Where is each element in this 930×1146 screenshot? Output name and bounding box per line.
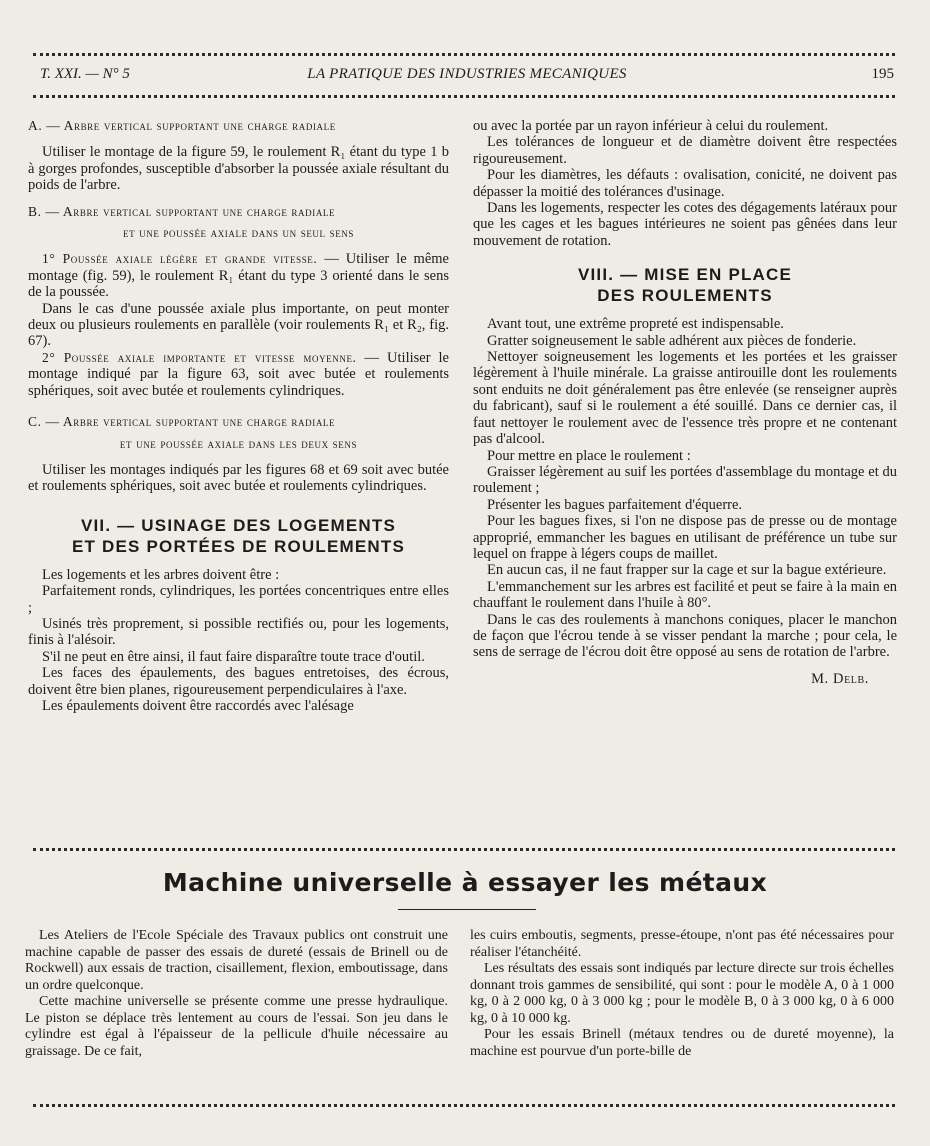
section-b-para-3-text: — Utiliser le montage indiqué par la figure 63, soit avec butée et roulements sphériques, soit avec butée et roulements cylindriques. xyxy=(28,349,449,399)
article-left-column xyxy=(25,928,448,1060)
article-title: Machine universelle à essayer les métaux xyxy=(162,868,768,897)
section-8-para-6: Présenter les bagues parfaitement d'équerre. xyxy=(487,496,743,513)
section-7-title-line-2: ET DES PORTÉES DE ROULEMENTS xyxy=(71,536,406,556)
tolerance-para: Les tolérances de longueur et de diamètre doivent être respectées rigoureusement. xyxy=(473,134,897,167)
section-b-para-1-text: — Utiliser le même montage (fig. 59), le roulement R₁ étant du type 3 orienté dans le sens de la poussée. xyxy=(28,251,449,301)
section-8-para-7: Pour les bagues fixes, si l'on ne dispose pas de presse ou de montage approprié, emmancher les bagues en utilisant de préférence un tube sur lequel on frappe à légers coups de maillet. xyxy=(473,513,897,562)
article-left-para-1: Les Ateliers de l'Ecole Spéciale des Travaux publics ont construit une machine capable de passer des essais de dureté (essais de Brinell ou de Rockwell) aux essais de traction, cisaillement, flexion, emboutissage, dans un ordre quelconque. xyxy=(25,928,448,993)
article-right-para-1: les cuirs emboutis, segments, presse-étoupe, n'ont pas été nécessaires pour réaliser l'étanchéité. xyxy=(470,928,894,960)
continuation-text: ou avec la portée par un rayon inférieur à celui du roulement. xyxy=(473,118,829,134)
volume-number: T. XXI. — N° 5 xyxy=(40,66,130,82)
section-a-heading: A. — Arbre vertical supportant une charge radiale xyxy=(28,118,336,133)
left-column xyxy=(28,118,449,714)
bottom-dotted-rule xyxy=(33,1104,895,1107)
section-8-para-5: Graisser légèrement au suif les portées d'assemblage du montage et du roulement ; xyxy=(473,463,897,497)
article-right-para-2: Les résultats des essais sont indiqués par lecture directe sur trois échelles donnant trois gammes de sensibilité, qui sont : pour le modèle A, 0 à 1 000 kg, 0 à 2 000 kg, 0 à 3 000 kg ; pour le modèle B, 0 à 3 000 kg, 0 à 6 000 kg, 0 à 10 000 kg. xyxy=(470,961,894,1026)
section-c-text: Utiliser les montages indiqués par les figures 68 et 69 soit avec butée et roulements sphériques, soit avec butée et roulements cylindriques. xyxy=(28,461,449,495)
section-7-para-1: Les logements et les arbres doivent être : xyxy=(42,566,280,583)
section-7-para-4: S'il ne peut en être ainsi, il faut faire disparaître toute trace d'outil. xyxy=(42,648,425,665)
section-8-para-3: Nettoyer soigneusement les logements et les portées et les graisser légèrement à l'huile minérale. La graisse antirouille dont les roulements sont enduits ne doit généralement pas être enlevée (se renseigner auprès du fabricant), sauf si le roulement a été souillé. Dans ce dernier cas, il faut nettoyer le roulement avec de l'essence très propre et ne contenant pas d'alcool. xyxy=(473,349,897,448)
section-8-para-2: Gratter soigneusement le sable adhérent aux pièces de fonderie. xyxy=(487,332,857,349)
housings-para: Dans les logements, respecter les cotes des dégagements latéraux pour que les cages et les bagues intérieures ne soient pas gênées dans leur mouvement de rotation. xyxy=(473,200,897,249)
section-7-para-2: Parfaitement ronds, cylindriques, les portées concentriques entre elles ; xyxy=(28,583,449,616)
section-8-para-1: Avant tout, une extrême propreté est indispensable. xyxy=(487,316,784,333)
section-b-heading-2: et une poussée axiale dans un seul sens xyxy=(122,225,355,241)
section-c-heading-2: et une poussée axiale dans les deux sens xyxy=(119,435,358,451)
page-number: 195 xyxy=(871,66,894,82)
journal-title: LA PRATIQUE DES INDUSTRIES MECANIQUES xyxy=(307,66,627,82)
section-8-para-8: En aucun cas, il ne faut frapper sur la cage et sur la bague extérieure. xyxy=(487,562,887,579)
article-right-para-3: Pour les essais Brinell (métaux tendres ou de dureté moyenne), la machine est pourvue d'un porte-bille de xyxy=(470,1027,894,1059)
top-dotted-rule xyxy=(33,53,895,56)
section-8-title-line-1: VIII. — MISE EN PLACE xyxy=(577,265,793,285)
section-8-para-9: L'emmanchement sur les arbres est facilité et peut se faire à la main en chauffant le roulement dans l'huile à 80°. xyxy=(473,578,897,612)
section-7-para-6: Les épaulements doivent être raccordés avec l'alésage xyxy=(42,697,354,714)
article-right-column xyxy=(470,928,894,1060)
header-dotted-rule xyxy=(33,95,895,98)
diameters-para: Pour les diamètres, les défauts : ovalisation, conicité, ne doivent pas dépasser la moitié des tolérances d'usinage. xyxy=(473,167,897,200)
author-signature: M. Delb. xyxy=(811,670,869,687)
section-a-text: Utiliser le montage de la figure 59, le roulement R₁ étant du type 1 b à gorges profondes, susceptible d'absorber la poussée axiale résultant du poids de l'arbre. xyxy=(28,144,449,194)
section-c-heading-1: C. — Arbre vertical supportant une charge radiale xyxy=(28,414,336,430)
right-column xyxy=(473,118,897,687)
section-8-para-10: Dans le cas des roulements à manchons coniques, placer le manchon de façon que l'écrou tende à se visser pendant la marche ; pour cela, le sens de serrage de l'écrou doit être opposé au sens de rotation de l'arbre. xyxy=(473,611,897,661)
section-7-para-5: Les faces des épaulements, des bagues entretoises, des écrous, doivent être bien planes, rigoureusement perpendiculaires à l'axe. xyxy=(28,665,449,698)
article-left-para-2: Cette machine universelle se présente comme une presse hydraulique. Le piston se déplace très lentement au cours de l'essai. Son jeu dans le cylindre est égal à l'épaisseur de la pellicule d'huile nécessaire au graissage. De ce fait, xyxy=(25,994,448,1059)
section-b-para-3-caption: 2° Poussée axiale importante et vitesse moyenne. xyxy=(42,349,357,365)
section-b-para-1 xyxy=(28,251,449,300)
article-divider-rule xyxy=(33,848,895,851)
section-8-para-4: Pour mettre en place le roulement : xyxy=(487,447,691,464)
section-b-para-1-caption: 1° Poussée axiale légère et grande vitesse. xyxy=(42,251,318,267)
title-underline xyxy=(398,909,536,910)
section-7-para-3: Usinés très proprement, si possible rectifiés ou, pour les logements, finis à l'alésoir. xyxy=(28,615,449,649)
section-b-heading-1: B. — Arbre vertical supportant une charge radiale xyxy=(28,203,336,219)
section-b-para-2: Dans le cas d'une poussée axiale plus importante, on peut monter deux ou plusieurs roulements en parallèle (voir roulements R₁ et R₂, fig. 67). xyxy=(28,300,449,350)
section-b-para-3 xyxy=(28,350,449,399)
running-header xyxy=(40,66,894,86)
section-8-title-line-2: DES ROULEMENTS xyxy=(597,286,773,306)
section-7-title-line-1: VII. — USINAGE DES LOGEMENTS xyxy=(80,515,397,535)
